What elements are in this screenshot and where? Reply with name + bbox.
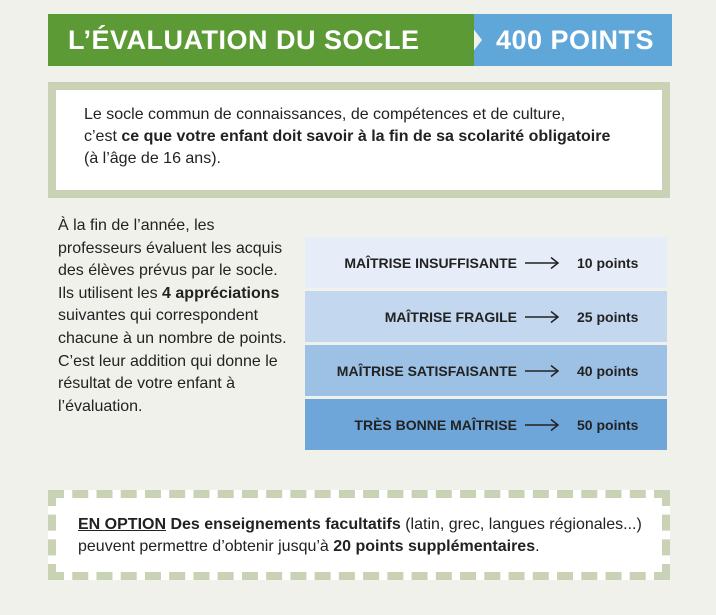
- grades-scale: [305, 237, 667, 453]
- grade-row: [305, 291, 667, 342]
- option-end: .: [535, 538, 540, 555]
- arrow-right-icon: [517, 418, 567, 432]
- arrow-right-icon: [517, 364, 567, 378]
- arrow-right-icon: [517, 310, 567, 324]
- grade-points: 25 points: [577, 308, 639, 325]
- option-text-1: (latin, grec, langues régionales...): [400, 516, 642, 533]
- explanation-part-2: suivantes qui correspondent chacune à un nombre de points. C’est leur addition qui donne le résultat de votre enfant à l’évaluation.: [58, 307, 287, 415]
- intro-box: [48, 82, 670, 198]
- option-bold-2: 20 points supplémentaires: [333, 538, 536, 555]
- grade-row: [305, 237, 667, 288]
- intro-line-3: (à l’âge de 16 ans).: [84, 150, 221, 167]
- grade-label: MAÎTRISE FRAGILE: [384, 308, 517, 325]
- grade-points: 50 points: [577, 416, 639, 433]
- option-tag: EN OPTION: [78, 516, 167, 533]
- banner-chevron: [454, 14, 472, 66]
- intro-text: [56, 90, 662, 190]
- grade-row: [305, 399, 667, 450]
- explanation-bold: 4 appréciations: [162, 284, 280, 302]
- arrow-right-icon: [517, 256, 567, 270]
- header-banner: [48, 14, 672, 66]
- grade-label: TRÈS BONNE MAÎTRISE: [354, 416, 517, 433]
- intro-line-2-bold: ce que votre enfant doit savoir à la fin de sa scolarité obligatoire: [121, 128, 611, 145]
- total-points: 400 POINTS: [495, 25, 655, 55]
- intro-line-2-prefix: c’est: [84, 128, 122, 145]
- option-line-2: [78, 536, 662, 558]
- option-box: [48, 490, 670, 580]
- explanation-part-1: À la fin de l’année, les professeurs évaluent les acquis des élèves prévus par le socle. Ils utilisent les: [58, 217, 283, 302]
- option-text: [56, 498, 662, 558]
- option-line-1: [78, 514, 662, 536]
- option-bold-1: Des enseignements facultatifs: [166, 516, 401, 533]
- grade-points: 40 points: [577, 362, 639, 379]
- option-text-2: peuvent permettre d’obtenir jusqu’à: [78, 538, 334, 555]
- explanation-text: [58, 215, 288, 418]
- grade-row: [305, 345, 667, 396]
- grade-label: MAÎTRISE INSUFFISANTE: [344, 254, 517, 271]
- grade-points: 10 points: [577, 254, 639, 271]
- intro-line-1: Le socle commun de connaissances, de compétences et de culture,: [84, 106, 566, 123]
- intro-line-2: [84, 126, 642, 148]
- grade-label: MAÎTRISE SATISFAISANTE: [336, 362, 517, 379]
- page-title: L’ÉVALUATION DU SOCLE: [48, 14, 474, 66]
